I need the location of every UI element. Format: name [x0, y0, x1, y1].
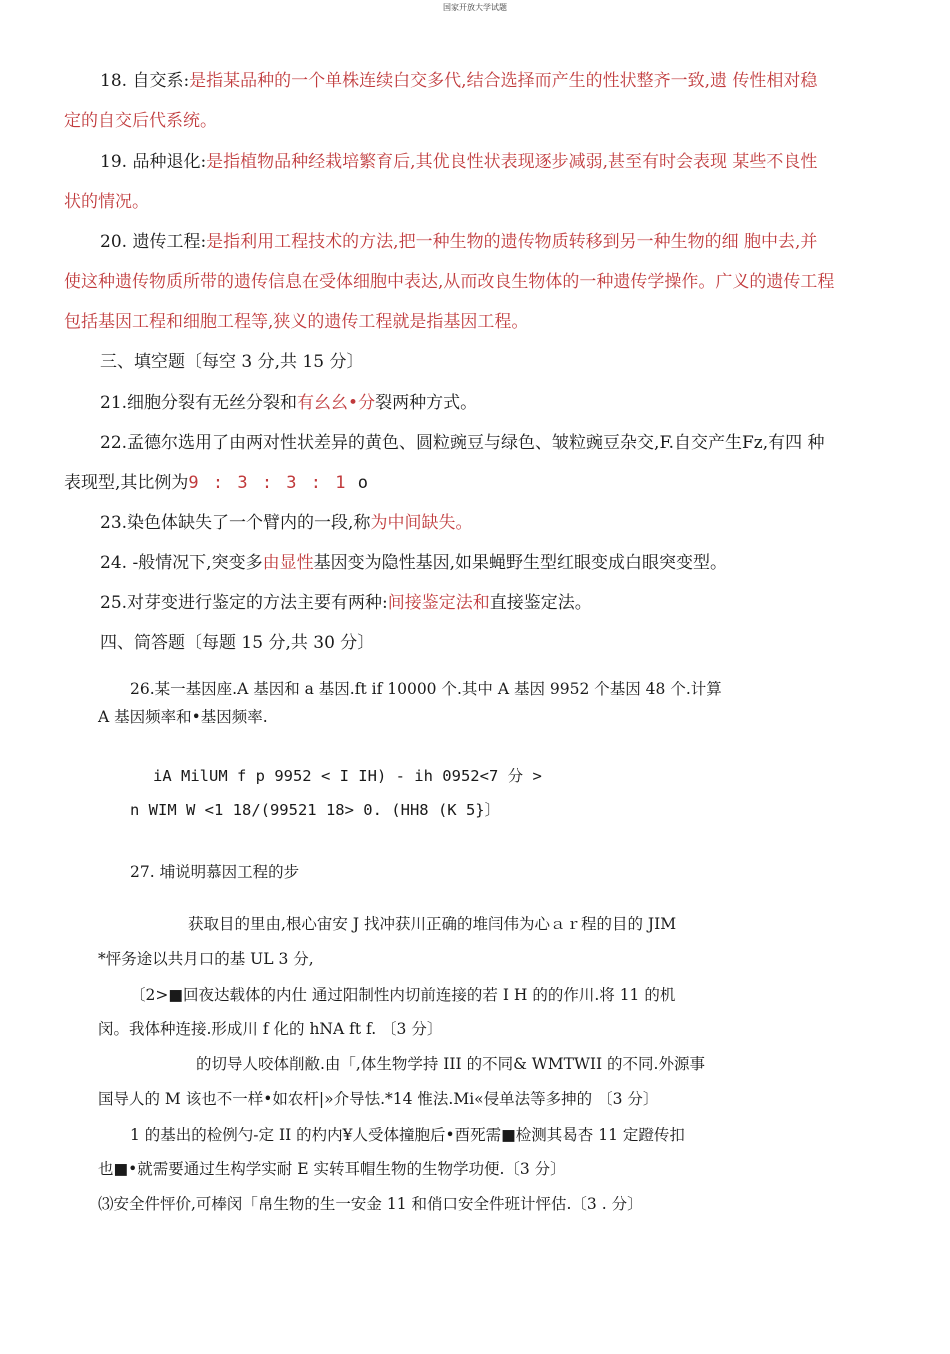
section-fill-in-heading: 三、填空题〔每空 3 分,共 15 分〕 [100, 352, 364, 372]
q26-line2: A 基因频率和•基因频率. [98, 708, 268, 726]
q27-p5-line1: ⑶安全件怦价,可棒闵「帛生物的生一安金 11 和俏口安全件班计怦估.〔3 . 分〕 [98, 1195, 643, 1213]
q27-p1-line1: 获取目的里由,根心宙安 J 找冲获川正确的堆闫伟为心ａｒ程的目的 JIM [188, 915, 677, 933]
q20-line1 [100, 230, 817, 254]
q20-label: 20. 遗传工程: [100, 232, 207, 252]
q18-answer-line2: 定的自交后代系统。 [64, 111, 217, 131]
q22-line1: 22.孟德尔选用了由两对性状差异的黄色、圆粒豌豆与绿色、皱粒豌豆杂交,F.自交产生Fz,有四 种 [100, 433, 825, 453]
q22-pre: 表现型,其比例为 [64, 473, 189, 493]
q25-pre: 25.对芽变进行鉴定的方法主要有两种: [100, 593, 388, 613]
q27-p2-line2: 闵。我体种连接.形成川 f 化的 hNA ft f. 〔3 分〕 [98, 1020, 443, 1038]
q22-line2 [64, 471, 368, 495]
section-short-answer-heading: 四、筒答题〔每题 15 分,共 30 分〕 [100, 633, 375, 653]
q21-pre: 21.细胞分裂有无丝分裂和 [100, 393, 298, 413]
q26-formula2: n WIM W <1 18/(99521 18> 0. (HH8 (K 5}〕 [130, 801, 501, 819]
q22-post: o [347, 473, 368, 493]
q24-answer: 由显性 [262, 553, 314, 573]
q19-line1 [100, 150, 817, 174]
q19-answer-line1: 是指植物品种经栽培繁育后,其优良性状表现逐步减弱,甚至有时会表现 某些不良性 [206, 152, 818, 172]
q24-post: 基因变为隐性基因,如果蝇野生型红眼变成白眼突变型。 [313, 553, 727, 573]
q18-answer-line1: 是指某品种的一个单株连续白交多代,结合选择而产生的性状整齐一致,遗 传性相对稳 [189, 71, 818, 91]
q18-label: 18. 自交系: [100, 71, 190, 91]
page-header: 国家开放大学试题 [443, 3, 507, 12]
q21 [100, 391, 477, 415]
q19-answer-line2: 状的情况。 [64, 192, 149, 212]
q21-post: 裂两种方式。 [375, 393, 478, 413]
q26-line1: 26.某一基因座.A 基因和 a 基因.ft if 10000 个.其中 A 基因 9952 个基因 48 个.计算 [130, 680, 722, 698]
q22-answer: 9 : 3 : 3 : 1 [188, 473, 348, 493]
q18-line1 [100, 69, 817, 93]
q20-answer-line2: 使这种遗传物质所带的遗传信息在受体细胞中表达,从而改良生物体的一种遗传学操作。广义的遗传工程 [64, 272, 835, 292]
q25-post: 直接鉴定法。 [489, 593, 592, 613]
q23-answer: 为中间缺失。 [370, 513, 473, 533]
q27-p4-line1: 1 的基出的检例勺-定 II 的杓内¥人受体撞胞后•酉死需■检测其曷杏 11 定蹬传扣 [130, 1126, 685, 1144]
q27-p3-line2: 国导人的 M 该也不一样•如农杆|»介导怯.*14 惟法.Mi«侵单法等多抻的 〔3 分〕 [98, 1090, 659, 1108]
q23-pre: 23.染色体缺失了一个臂内的一段,称 [100, 513, 371, 533]
q20-answer-line3: 包括基因工程和细胞工程等,狭义的遗传工程就是指基因工程。 [64, 312, 529, 332]
q26-formula1: iA MilUM f p 9952 < I IH) - ih 0952<7 分 > [153, 767, 542, 785]
q27-p4-line2: 也■•就需要通过生构学实耐 E 实转耳帽生物的生物学功便.〔3 分〕 [98, 1160, 566, 1178]
q27-p2-line1: 〔2>■回夜达载体的内仕 通过阳制性内切前连接的若 I H 的的作川.将 11 的机 [130, 986, 676, 1004]
q24 [100, 551, 727, 575]
q25-answer: 间接鉴定法和 [387, 593, 490, 613]
q27-title: 27. 埔说明慕因工程的步 [130, 863, 300, 881]
q20-answer-line1: 是指利用工程技术的方法,把一种生物的遗传物质转移到另一种生物的细 胞中去,并 [206, 232, 818, 252]
q24-pre: 24. -般情况下,突变多 [100, 553, 263, 573]
q21-answer: 有幺幺•分 [297, 393, 376, 413]
q25 [100, 591, 592, 615]
q27-p3-line1: 的切导人咬体削敝.由「,体生物学持 III 的不同& WMTWII 的不同.外源事 [196, 1055, 705, 1073]
q27-p1-line2: *怦务途以共月口的基 UL 3 分, [98, 950, 314, 968]
q19-label: 19. 品种退化: [100, 152, 207, 172]
q23 [100, 511, 472, 535]
